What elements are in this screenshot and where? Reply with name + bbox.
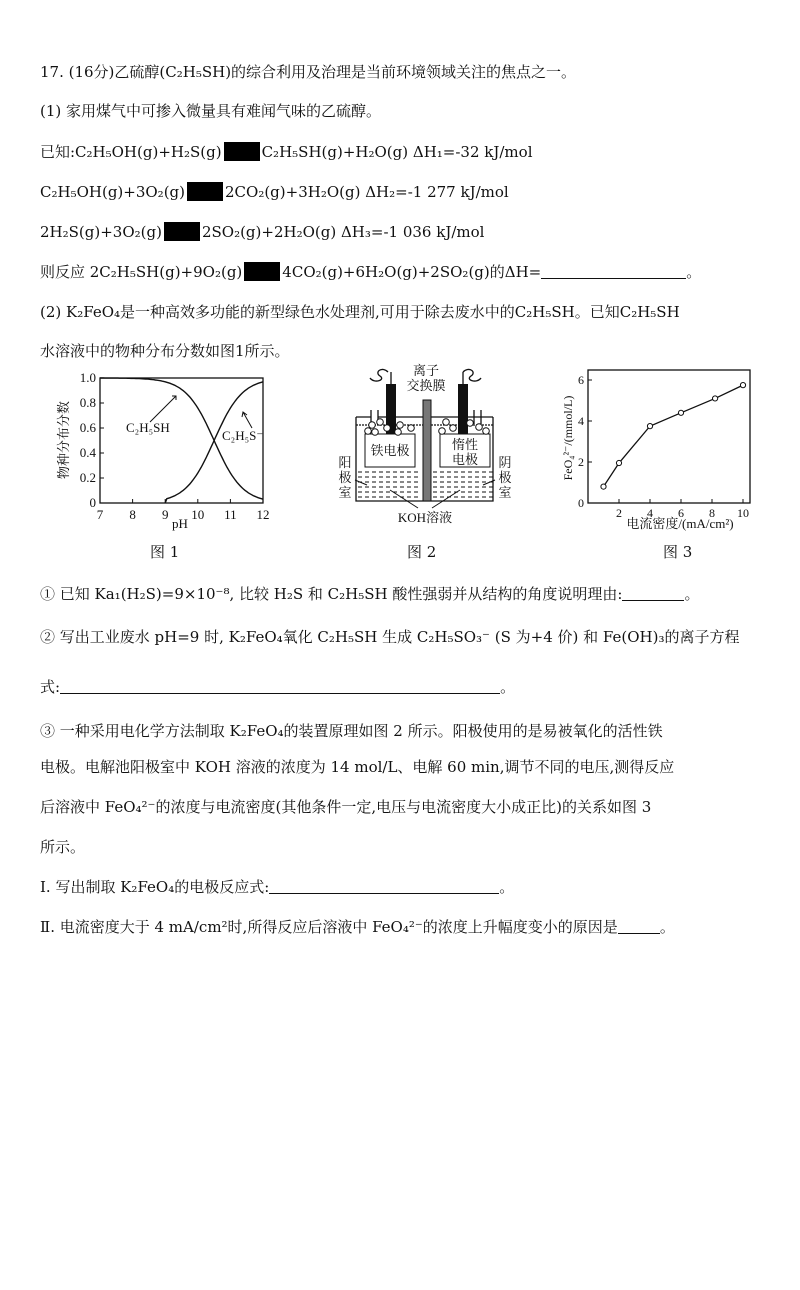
y-tick-label: 4: [578, 414, 584, 428]
x-tick-label: 9: [161, 507, 169, 522]
eq-right: 4CO₂(g)+6H₂O(g)+2SO₂(g)的ΔH=: [282, 263, 542, 281]
data-point: [713, 396, 718, 401]
x-tick-label: 11: [224, 507, 237, 522]
label-inert: 惰性: [451, 437, 479, 452]
label-membrane: 交换膜: [406, 378, 446, 393]
label-cathode: 极: [498, 470, 512, 485]
x-tick-label: 6: [678, 506, 684, 520]
eq-left: 2H₂S(g)+3O₂(g): [40, 223, 162, 241]
label-inert: 电极: [451, 452, 479, 467]
plot-frame: [588, 370, 750, 503]
y-tick-label: 0.4: [79, 445, 96, 460]
x-tick-label: 2: [616, 506, 622, 520]
y-tick-label: 0.6: [79, 420, 96, 435]
x-axis-label: 电流密度/(mA/cm²): [626, 516, 734, 531]
label-anode: 极: [338, 470, 352, 485]
data-point: [601, 484, 606, 489]
q2-text: 式:: [40, 678, 61, 696]
caption-fig2: 图 2: [407, 543, 437, 561]
x-axis-label: pH: [172, 516, 188, 531]
eq-left: C₂H₅OH(g)+3O₂(g): [40, 183, 185, 201]
eq-left: 已知:C₂H₅OH(g)+H₂S(g): [40, 143, 222, 161]
question-3-line: 后溶液中 FeO₄²⁻的浓度与电流密度(其他条件一定,电压与电流密度大小成正比)的关系如图 3: [40, 798, 652, 816]
label-membrane: 离子: [412, 363, 440, 378]
answer-blank[interactable]: [60, 679, 500, 694]
x-tick-label: 4: [647, 506, 653, 520]
period: 。: [684, 585, 700, 603]
question-3-line: ③ 一种采用电化学方法制取 K₂FeO₄的装置原理如图 2 所示。阳极使用的是易被氧化的活性铁: [40, 722, 663, 740]
x-tick-label: 7: [96, 507, 104, 522]
answer-blank[interactable]: [618, 919, 660, 934]
part1-intro: (1) 家用煤气中可掺入微量具有难闻气味的乙硫醇。: [40, 102, 382, 120]
label-iron-electrode: 铁电极: [370, 443, 410, 458]
question-title: 17. (16分)乙硫醇(C₂H₅SH)的综合利用及治理是当前环境领域关注的焦点之一。: [40, 63, 577, 81]
question-3-line: 电极。电解池阳极室中 KOH 溶液的浓度为 14 mol/L、电解 60 min,调节不同的电压,测得反应: [40, 758, 675, 776]
x-tick-label: 8: [129, 507, 136, 522]
qI-text: Ⅰ. 写出制取 K₂FeO₄的电极反应式:: [40, 878, 270, 896]
answer-blank[interactable]: [622, 586, 684, 601]
series-label: C₂H₅SH: [126, 420, 170, 435]
part2-intro-cont: 水溶液中的物种分布分数如图1所示。: [40, 342, 290, 360]
data-point: [740, 383, 745, 388]
label-anode: 室: [338, 485, 352, 500]
figure-3-chart: [0, 0, 800, 560]
y-tick-label: 0.8: [79, 395, 96, 410]
question-3-line: 所示。: [40, 838, 86, 856]
data-point: [616, 460, 621, 465]
period: 。: [659, 918, 675, 936]
question-1: [40, 584, 699, 604]
caption-fig3: 图 3: [663, 543, 693, 561]
eq-left: 则反应 2C₂H₅SH(g)+9O₂(g): [40, 263, 243, 281]
eq-right: 2CO₂(g)+3H₂O(g) ΔH₂=-1 277 kJ/mol: [225, 183, 509, 201]
data-point: [647, 424, 652, 429]
question-I: [40, 877, 514, 897]
y-tick-label: 6: [578, 373, 584, 387]
eq-right: C₂H₅SH(g)+H₂O(g) ΔH₁=-32 kJ/mol: [261, 143, 533, 161]
period: 。: [500, 678, 516, 696]
x-tick-label: 10: [191, 507, 205, 522]
part2-intro: (2) K₂FeO₄是一种高效多功能的新型绿色水处理剂,可用于除去废水中的C₂H₅SH。已知C₂H₅SH: [40, 303, 680, 321]
q1-text: ① 已知 Ka₁(H₂S)=9×10⁻⁸, 比较 H₂S 和 C₂H₅SH 酸性强弱并从结构的角度说明理由:: [40, 585, 623, 603]
eq-right: 2SO₂(g)+2H₂O(g) ΔH₃=-1 036 kJ/mol: [201, 223, 485, 241]
y-tick-label: 2: [578, 455, 584, 469]
label-anode: 阳: [338, 455, 352, 470]
y-axis-label: FeO₄²⁻/(mmol/L): [561, 395, 575, 481]
question-II: [40, 917, 675, 937]
question-2-cont: [40, 677, 515, 697]
period: 。: [686, 263, 702, 281]
qII-text: Ⅱ. 电流密度大于 4 mA/cm²时,所得反应后溶液中 FeO₄²⁻的浓度上升幅度变小的原因是: [40, 918, 618, 936]
y-tick-label: 0: [578, 496, 584, 510]
x-tick-label: 12: [256, 507, 270, 522]
y-tick-label: 0.2: [79, 470, 96, 485]
y-axis-label: 物种分布分数: [56, 400, 71, 480]
label-cathode: 阴: [498, 455, 512, 470]
x-tick-label: 10: [737, 506, 749, 520]
label-cathode: 室: [498, 485, 512, 500]
x-tick-label: 8: [709, 506, 715, 520]
caption-fig1: 图 1: [150, 543, 180, 561]
label-koh: KOH溶液: [397, 510, 453, 525]
series-label: C₂H₅S⁻: [222, 428, 264, 443]
answer-blank[interactable]: [269, 879, 499, 894]
y-tick-label: 1.0: [79, 370, 96, 385]
period: 。: [499, 878, 515, 896]
question-2: ② 写出工业废水 pH=9 时, K₂FeO₄氧化 C₂H₅SH 生成 C₂H₅SO₃⁻ (S 为+4 价) 和 Fe(OH)₃的离子方程: [40, 628, 740, 646]
series-line: [604, 385, 744, 486]
data-point: [678, 410, 683, 415]
y-tick-label: 0: [89, 495, 96, 510]
